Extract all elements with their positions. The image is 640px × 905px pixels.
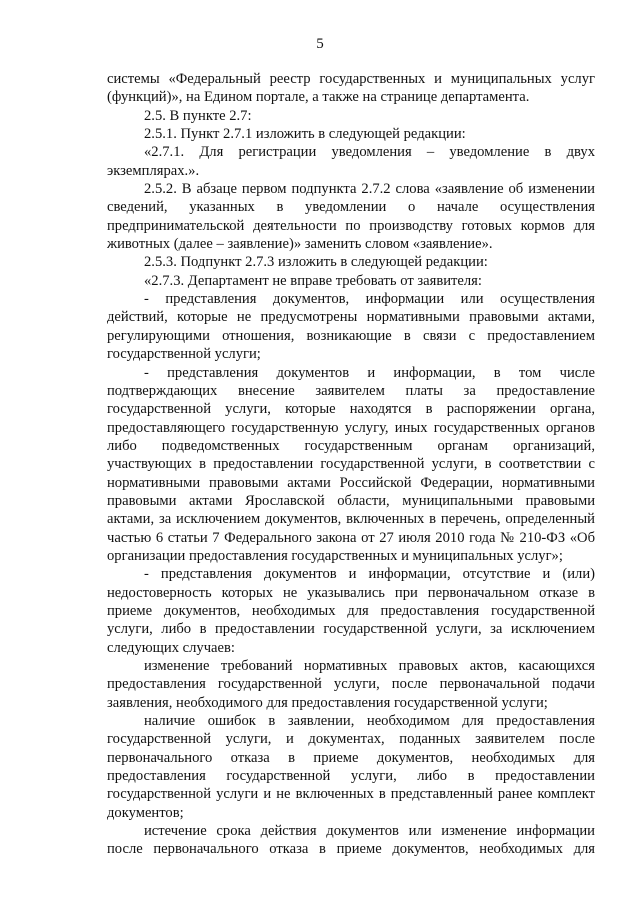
paragraph: - представления документов и информации, отсутствие и (или) недостоверность которых не указывались при первоначальном отказе в приеме документов, необходимых для предоставления государственной услуги, либо в предоставлении государственной услуги, за исключением следующих случаев: (107, 566, 595, 656)
paragraph: 2.5.2. В абзаце первом подпункта 2.7.2 слова «заявление об изменении сведений, указанных в уведомлении о начале осуществления предпринимательской деятельности по производству готовых кормов для животных (далее – заявление)» заменить словом «заявление». (107, 181, 595, 253)
paragraph: 2.5.1. Пункт 2.7.1 изложить в следующей редакции: (144, 126, 466, 143)
paragraph: 2.5. В пункте 2.7: (144, 107, 252, 124)
paragraph: «2.7.1. Для регистрации уведомления – уведомление в двух экземплярах.». (107, 144, 595, 179)
paragraph: - представления документов, информации или осуществления действий, которые не предусмотрены нормативными правовыми актами, регулирующими отношения, возникающие в связи с предоставлением государственной услуги; (107, 291, 595, 363)
paragraph: системы «Федеральный реестр государственных и муниципальных услуг (функций)», на Едином портале, а также на странице департамента. (107, 71, 595, 106)
document-body (107, 70, 595, 859)
paragraph: изменение требований нормативных правовых актов, касающихся предоставления государственной услуги, после первоначальной подачи заявления, необходимого для предоставления государственной услуги; (107, 658, 595, 711)
paragraph: - представления документов и информации, в том числе подтверждающих внесение заявителем платы за предоставление государственной услуги, которые находятся в распоряжении органа, предоставляющего государственную услугу, иных государственных органов либо подведомственных государственным органам организаций, участвующих в предоставлении государственной услуги, в соответствии с нормативными правовыми актами Российской Федерации, нормативными правовыми актами Ярославской области, муниципальными правовыми актами, за исключением документов, включенных в перечень, определенный частью 6 статьи 7 Федерального закона от 27 июля 2010 года № 210-ФЗ «Об организации предоставления государственных и муниципальных услуг»; (107, 364, 595, 564)
page-number: 5 (316, 36, 324, 52)
paragraph: истечение срока действия документов или изменение информации после первоначального отказа в приеме документов, необходимых для (107, 823, 595, 858)
paragraph: наличие ошибок в заявлении, необходимом для предоставления государственной услуги, и документах, поданных заявителем после первоначального отказа в приеме документов, необходимых для предоставления государственной услуги, либо в предоставлении государственной услуги и не включенных в представленный ранее комплект документов; (107, 713, 595, 821)
paragraph: 2.5.3. Подпункт 2.7.3 изложить в следующей редакции: (144, 254, 488, 271)
paragraph: «2.7.3. Департамент не вправе требовать от заявителя: (144, 272, 482, 289)
